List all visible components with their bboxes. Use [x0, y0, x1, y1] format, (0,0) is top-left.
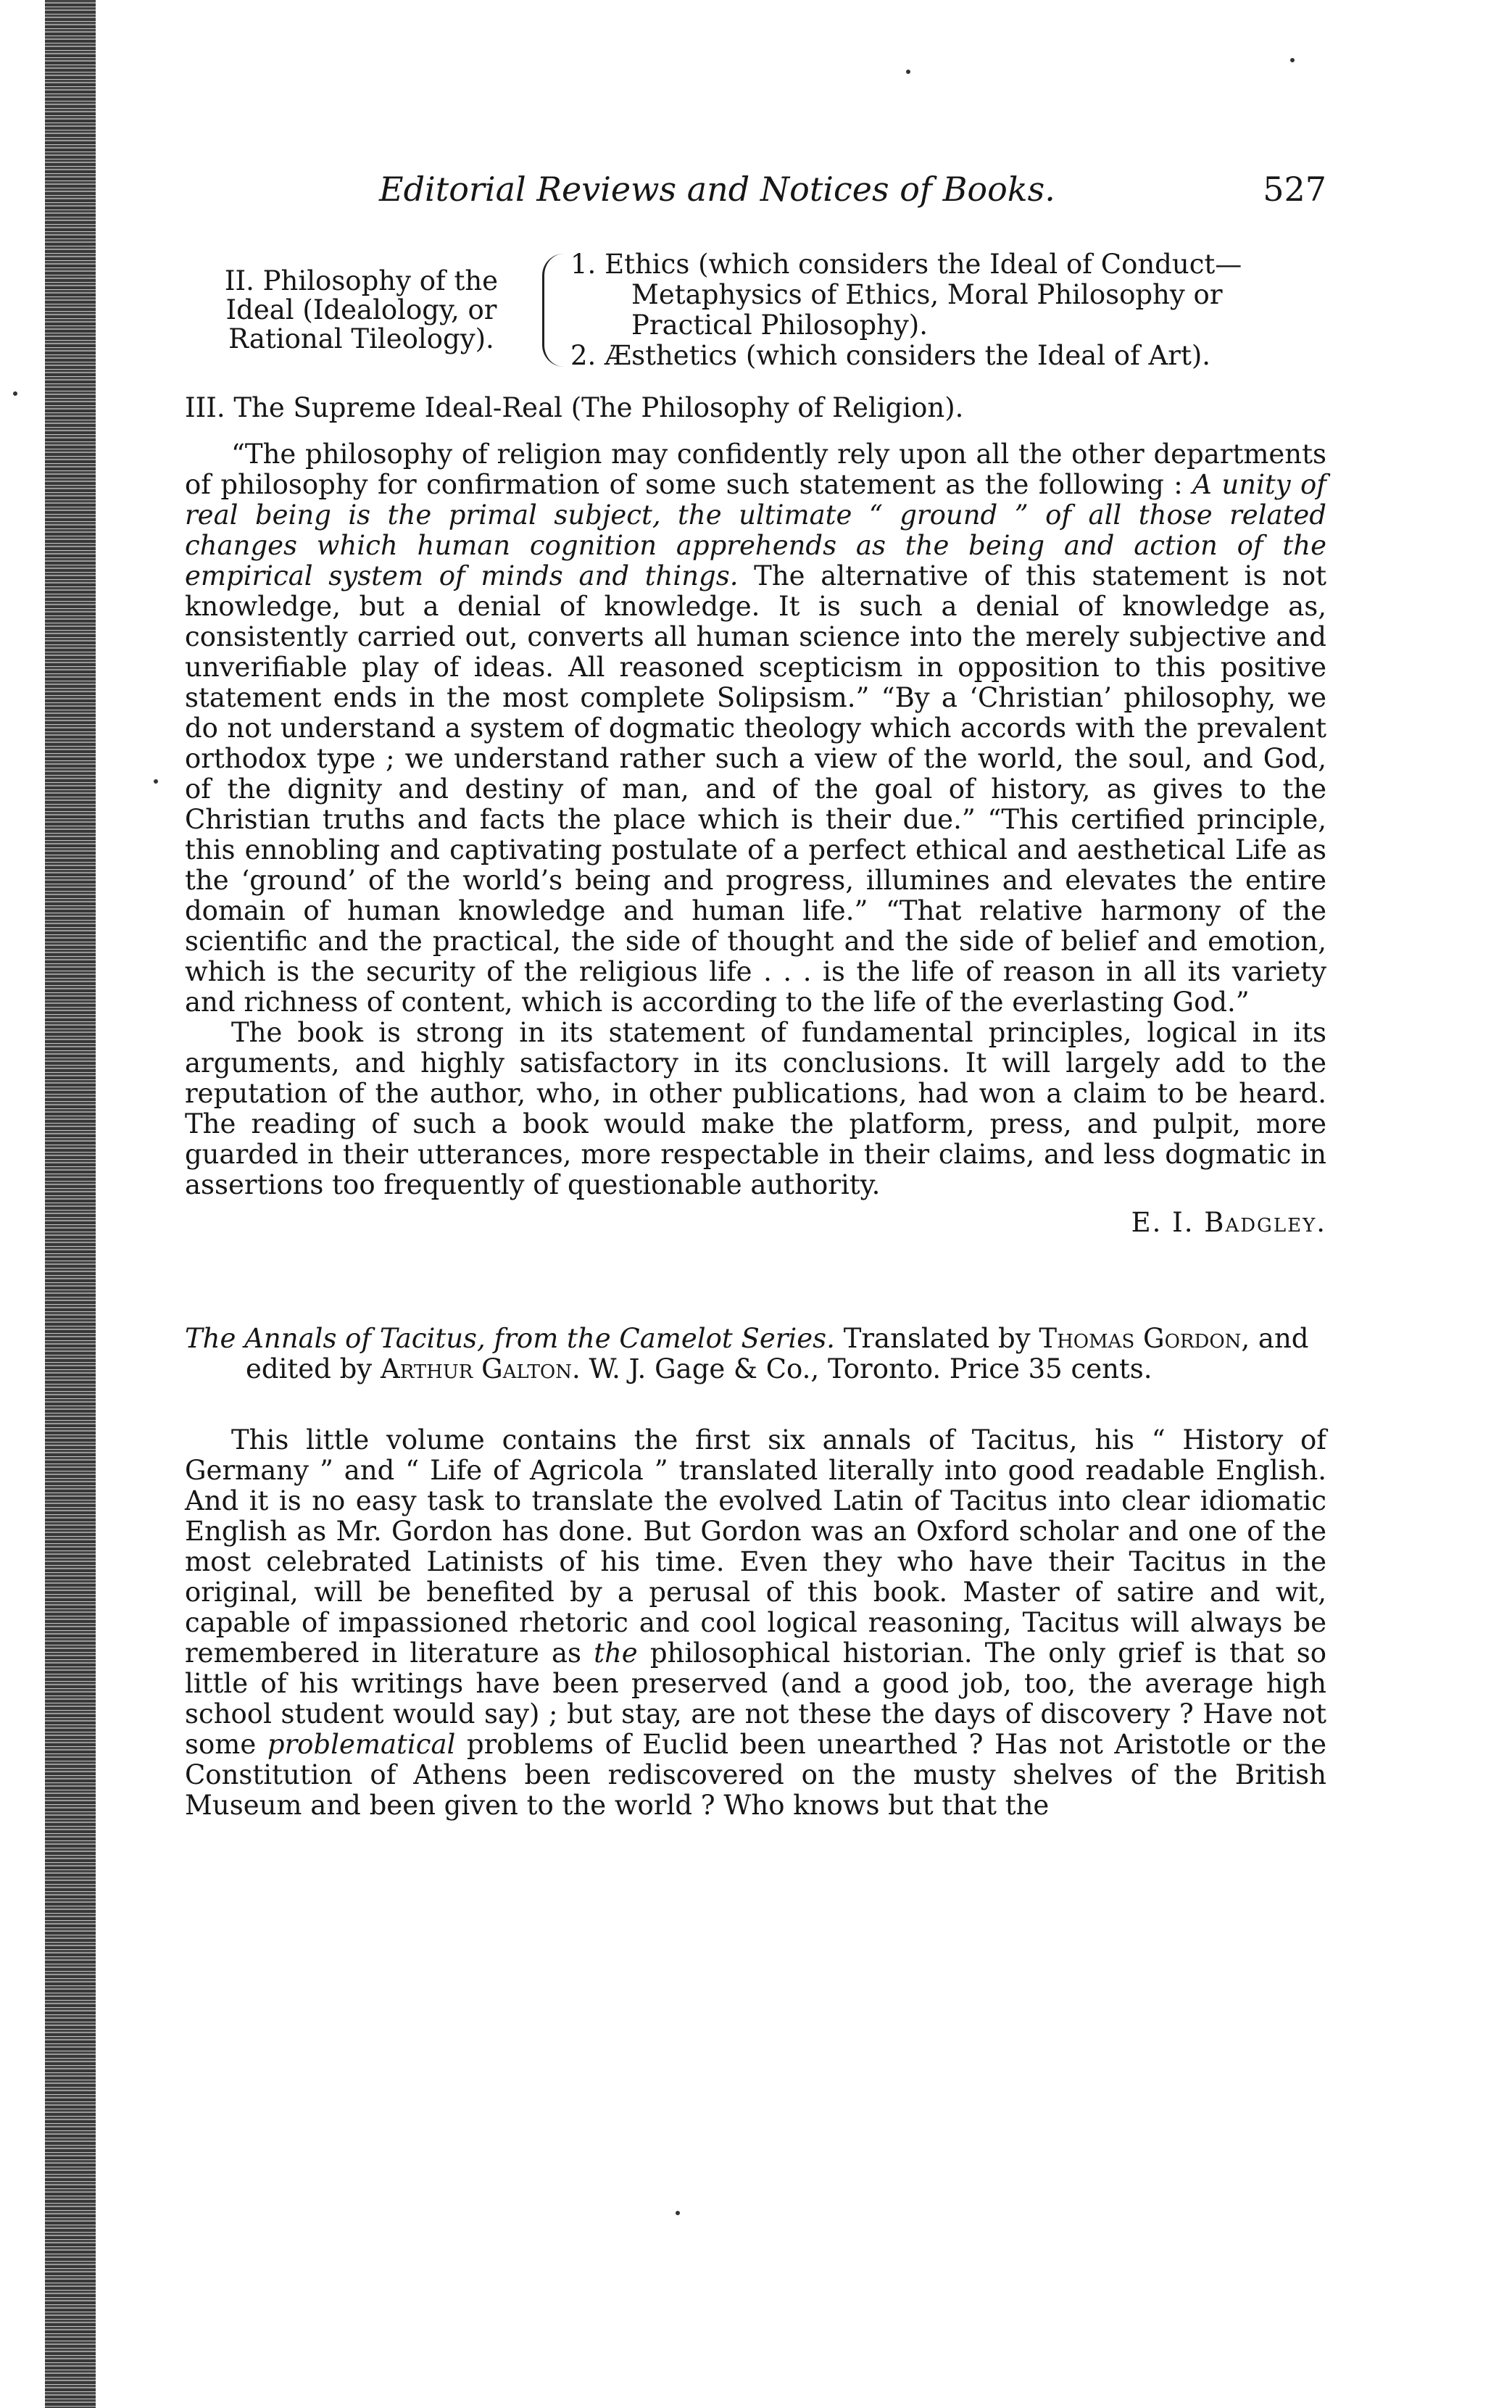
translator-name: Thomas Gordon,: [1039, 1323, 1250, 1354]
running-title: Editorial Reviews and Notices of Books.: [379, 170, 1055, 209]
curly-brace: [542, 254, 570, 367]
notice-text: problems of Euclid been unearthed ? Has not Aristotle or the Constitution of Athens been rediscovered on the musty shelves of the British Museum and been given to the world ? Who knows but that the: [185, 1729, 1327, 1821]
review-paragraph: The book is strong in its statement of fundamental principles, logical in its arguments, and highly satisfactory in its conclusions. It will largely add to the reputation of the author, who, in other publications, had won a claim to be heard. The reading of such a book would make the platform, press, and pulpit, more guarded in their utterances, more respectable in their claims, and less dogmatic in assertions too frequently of questionable authority.: [185, 1017, 1326, 1200]
notice-italic-text: the: [594, 1637, 638, 1669]
notice-paragraph: [185, 1425, 1326, 1821]
notice-italic-text: problematical: [267, 1729, 456, 1760]
philosophy-outline: [185, 249, 1326, 371]
outline-heading-line: Ideal (Idealology, or: [225, 294, 497, 325]
publisher-price: W. J. Gage & Co., Toronto. Price 35 cents.: [589, 1353, 1152, 1384]
book-notice-heading: [185, 1324, 1326, 1384]
page-body: [185, 167, 1326, 1821]
outline-item-ethics-cont: Metaphysics of Ethics, Moral Philosophy or: [631, 279, 1223, 310]
paper-speck: [676, 2211, 680, 2215]
outline-item-aesthetics: 2. Æsthetics (which considers the Ideal of Art).: [570, 340, 1211, 371]
book-title: The Annals of Tacitus, from the Camelot Series.: [185, 1323, 835, 1354]
quote-text: “The philosophy of religion may confidently rely upon all the other departments of philosophy for confirmation of some such statement as the following :: [185, 439, 1326, 500]
outline-heading: [185, 267, 538, 354]
quote-paragraph: [185, 439, 1326, 1018]
outline-item-ethics-cont: Practical Philosophy).: [631, 310, 928, 341]
outline-heading-line: Rational Tileology).: [228, 323, 494, 354]
outline-items: [570, 249, 1326, 371]
page-number: 527: [1263, 170, 1326, 209]
running-head: [185, 167, 1326, 225]
outline-heading-line: II. Philosophy of the: [224, 265, 499, 296]
book-binding-edge: [45, 0, 96, 2408]
quote-text: The alternative of this statement is not knowledge, but a denial of knowledge. It is such a denial of knowledge as, consistently carried out, converts all human science into the merely subjective and unverifiable play of ideas. All reasoned scepticism in opposition to this positive statement ends in the most complete Solipsism.” “By a ‘Christian’ philosophy, we do not understand a system of dogmatic theology which accords with the prevalent orthodox type ; we understand rather such a view of the world, the soul, and God, of the dignity and destiny of man, and of the goal of history, as gives to the Christian truths and facts the place which is their due.” “This certified principle, this ennobling and captivating postulate of a perfect ethical and aesthetical Life as the ‘ground’ of the world’s being and progress, illumines and elevates the entire domain of human knowledge and human life.” “That relative harmony of the scientific and the practical, the side of thought and the side of belief and emotion, which is the security of the religious life . . . is the life of reason in all its variety and richness of content, which is according to the life of the everlasting God.”: [185, 560, 1326, 1018]
reviewer-signature: E. I. Badgley.: [1131, 1207, 1326, 1238]
quote-italic-text: A unity of real being is the primal subject, the ultimate “ ground ” of all those related changes which human cognition apprehends as the being and action of the empirical system of minds and things.: [185, 469, 1327, 591]
paper-speck: [154, 779, 158, 784]
editor-name: Arthur Galton.: [380, 1353, 581, 1384]
translated-by-label: Translated by: [843, 1323, 1031, 1354]
notice-text: This little volume contains the first six annals of Tacitus, his “ History of Germany ” and “ Life of Agricola ” translated literally into good readable English. And it is no easy task to translate the evolved Latin of Tacitus into clear idiomatic English as Mr. Gordon has done. But Gordon was an Oxford scholar and one of the most celebrated Latinists of his time. Even they who have their Tacitus in the original, will be benefited by a perusal of this book. Master of satire and wit, capable of impassioned rhetoric and cool logical reasoning, Tacitus will always be remembered in literature as: [185, 1424, 1326, 1669]
notice-text: philosophical historian. The only grief is that so little of his writings have been preserved (and a good job, too, the average high school student would say) ; but stay, are not these the days of discovery ? Have not some: [185, 1637, 1326, 1760]
paper-speck: [1290, 58, 1295, 62]
paper-speck: [13, 391, 17, 396]
section-heading-iii: III. The Supreme Ideal-Real (The Philosophy of Religion).: [185, 392, 964, 423]
outline-item-ethics: 1. Ethics (which considers the Ideal of Conduct—: [570, 249, 1242, 280]
edited-by-label: and edited by: [246, 1323, 1309, 1384]
paper-speck: [906, 70, 910, 74]
